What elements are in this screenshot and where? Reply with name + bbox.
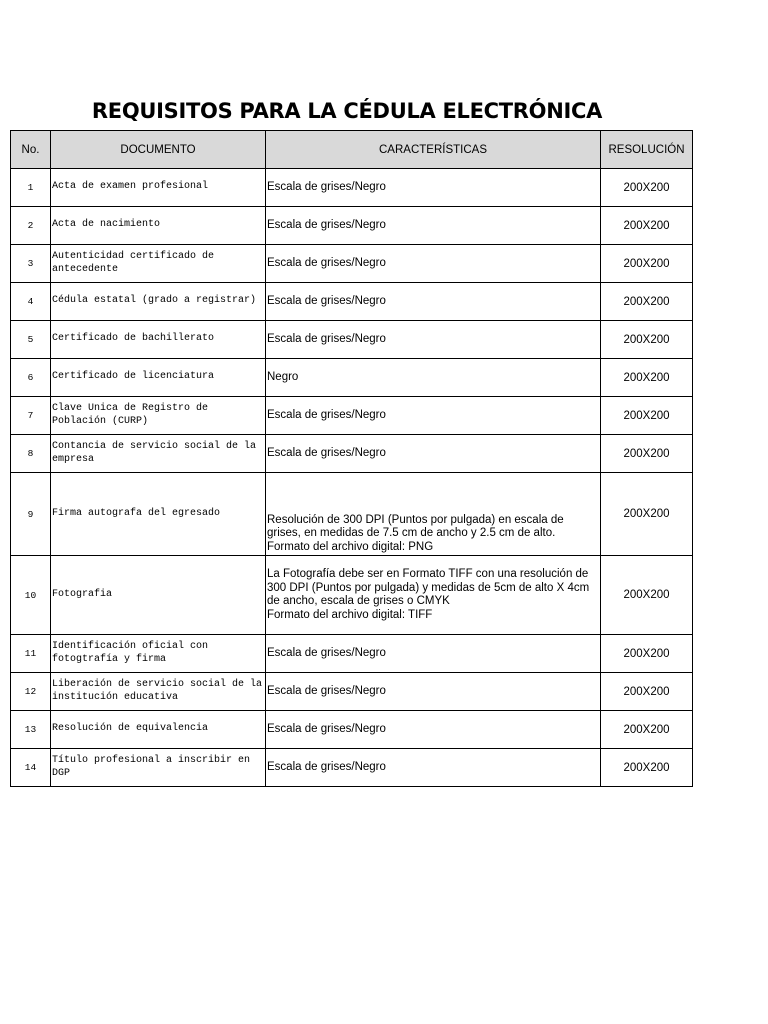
document-name: Autenticidad certificado de antecedente: [51, 245, 266, 283]
row-number: 10: [11, 556, 51, 635]
table-row: [11, 359, 693, 397]
row-number: 11: [11, 635, 51, 673]
row-number: 14: [11, 749, 51, 787]
row-number: 4: [11, 283, 51, 321]
document-name: Clave Unica de Registro de Población (CURP): [51, 397, 266, 435]
characteristics: Escala de grises/Negro: [266, 711, 601, 749]
document-name: Fotografia: [51, 556, 266, 635]
table-row: [11, 673, 693, 711]
header-row: [11, 131, 693, 169]
row-number: 7: [11, 397, 51, 435]
characteristics-line: La Fotografía debe ser en Formato TIFF con una resolución de 300 DPI (Puntos por pulgada) y medidas de 5cm de alto X 4cm de ancho, escala de grises o CMYK: [267, 568, 590, 607]
document-name: Cédula estatal (grado a registrar): [51, 283, 266, 321]
document-name: Certificado de licenciatura: [51, 359, 266, 397]
resolution: 200X200: [601, 397, 693, 435]
header-no: No.: [11, 131, 51, 169]
header-caracteristicas: CARACTERÍSTICAS: [266, 131, 601, 169]
row-number: 2: [11, 207, 51, 245]
document-name: Certificado de bachillerato: [51, 321, 266, 359]
row-number: 9: [11, 473, 51, 556]
resolution: 200X200: [601, 556, 693, 635]
characteristics: Escala de grises/Negro: [266, 283, 601, 321]
header-resolucion: RESOLUCIÓN: [601, 131, 693, 169]
document-name: Título profesional a inscribir en DGP: [51, 749, 266, 787]
header-documento: DOCUMENTO: [51, 131, 266, 169]
table-row: [11, 435, 693, 473]
resolution: 200X200: [601, 207, 693, 245]
resolution: 200X200: [601, 711, 693, 749]
document-name: Contancia de servicio social de la empresa: [51, 435, 266, 473]
table-row: [11, 283, 693, 321]
document-name: Firma autografa del egresado: [51, 473, 266, 556]
row-number: 6: [11, 359, 51, 397]
document-name: Resolución de equivalencia: [51, 711, 266, 749]
resolution: 200X200: [601, 435, 693, 473]
characteristics-format-line: Formato del archivo digital: PNG: [267, 540, 434, 553]
resolution: 200X200: [601, 749, 693, 787]
characteristics: Escala de grises/Negro: [266, 435, 601, 473]
characteristics-format-line: Formato del archivo digital: TIFF: [267, 608, 433, 621]
characteristics: Escala de grises/Negro: [266, 673, 601, 711]
characteristics: [266, 556, 601, 635]
document-name: Liberación de servicio social de la institución educativa: [51, 673, 266, 711]
table-row: [11, 635, 693, 673]
characteristics: Escala de grises/Negro: [266, 749, 601, 787]
table-row: [11, 207, 693, 245]
characteristics: Escala de grises/Negro: [266, 169, 601, 207]
document-name: Acta de nacimiento: [51, 207, 266, 245]
row-number: 8: [11, 435, 51, 473]
row-number: 3: [11, 245, 51, 283]
table-row: [11, 473, 693, 556]
requirements-table: [10, 130, 693, 787]
resolution: 200X200: [601, 321, 693, 359]
characteristics: Escala de grises/Negro: [266, 207, 601, 245]
characteristics: Escala de grises/Negro: [266, 397, 601, 435]
characteristics: Escala de grises/Negro: [266, 245, 601, 283]
resolution: 200X200: [601, 635, 693, 673]
resolution: 200X200: [601, 473, 693, 556]
characteristics: Escala de grises/Negro: [266, 635, 601, 673]
page-title: REQUISITOS PARA LA CÉDULA ELECTRÓNICA: [91, 99, 603, 123]
row-number: 13: [11, 711, 51, 749]
row-number: 5: [11, 321, 51, 359]
table-row: [11, 556, 693, 635]
table-row: [11, 245, 693, 283]
characteristics: [266, 473, 601, 556]
table-row: [11, 397, 693, 435]
resolution: 200X200: [601, 283, 693, 321]
characteristics: Negro: [266, 359, 601, 397]
characteristics-line: Resolución de 300 DPI (Puntos por pulgada) en escala de grises, en medidas de 7.5 cm de ancho y 2.5 cm de alto.: [267, 513, 564, 539]
table-row: [11, 169, 693, 207]
characteristics: Escala de grises/Negro: [266, 321, 601, 359]
document-name: Identificación oficial con fotogtrafía y firma: [51, 635, 266, 673]
document-name: Acta de examen profesional: [51, 169, 266, 207]
resolution: 200X200: [601, 359, 693, 397]
row-number: 12: [11, 673, 51, 711]
resolution: 200X200: [601, 673, 693, 711]
row-number: 1: [11, 169, 51, 207]
table-row: [11, 321, 693, 359]
table-row: [11, 711, 693, 749]
table-row: [11, 749, 693, 787]
resolution: 200X200: [601, 169, 693, 207]
resolution: 200X200: [601, 245, 693, 283]
